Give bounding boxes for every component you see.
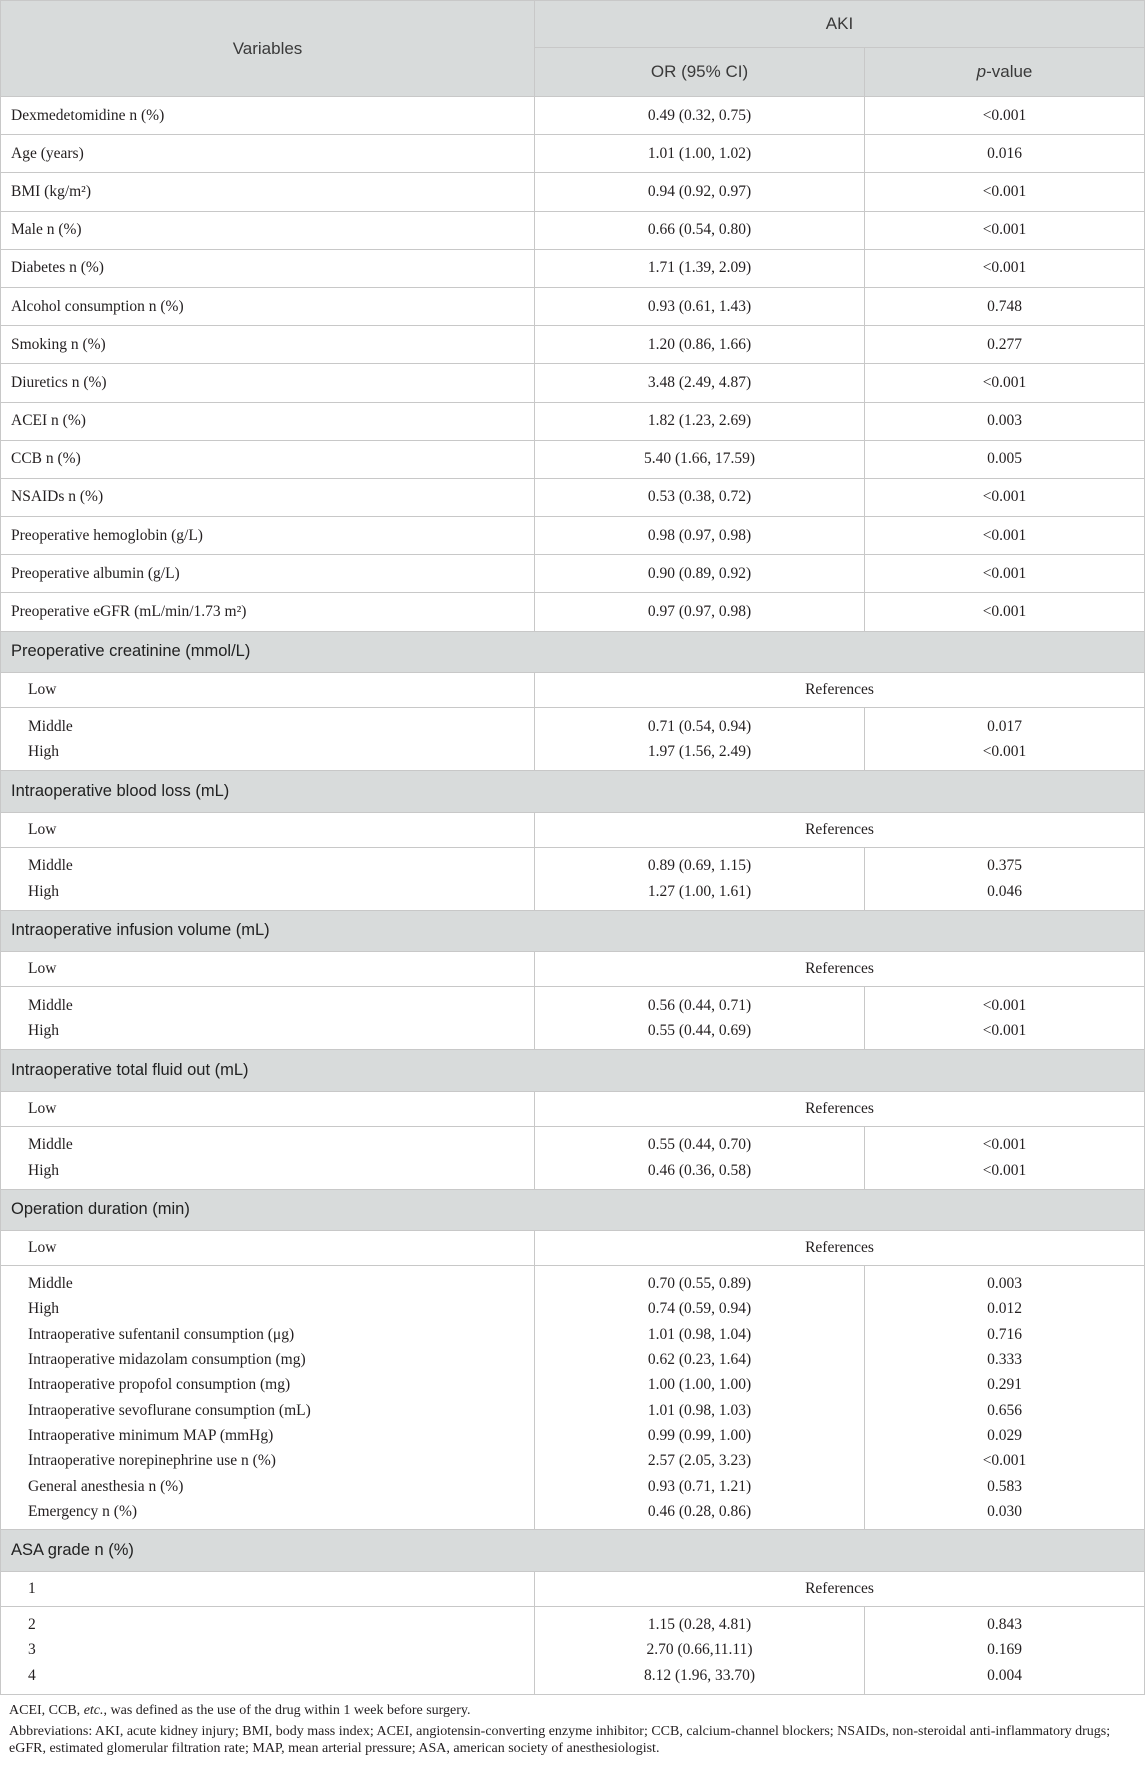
p-value: 0.003 <box>987 1275 1022 1293</box>
table-body <box>1 97 1145 1695</box>
reference-text: References <box>535 952 1145 987</box>
or-ci-value: 0.46 (0.28, 0.86) <box>647 1502 752 1520</box>
or-ci-cell: 1.01 (1.00, 1.02) <box>535 135 865 173</box>
p-value: 0.029 <box>987 1426 1022 1444</box>
or-ci-value: 0.46 (0.36, 0.58) <box>647 1161 752 1179</box>
subgroup-label: Middle <box>28 1275 73 1293</box>
reference-label: Low <box>1 1231 535 1266</box>
header-outcome: AKI <box>535 1 1145 48</box>
subgroup-p-values <box>865 1126 1145 1189</box>
or-ci-value: 0.74 (0.59, 0.94) <box>647 1300 752 1318</box>
variable-cell: Smoking n (%) <box>1 326 535 364</box>
reference-row <box>1 812 1145 847</box>
table-row <box>1 211 1145 249</box>
subgroup-label: Middle <box>28 996 73 1014</box>
table-row <box>1 173 1145 211</box>
definition-prefix: ACEI, CCB, <box>9 1702 84 1718</box>
subgroup-rows <box>1 708 1145 771</box>
subgroup-p-values <box>865 708 1145 771</box>
p-value: 0.004 <box>987 1666 1022 1684</box>
subgroup-labels <box>1 987 535 1050</box>
subgroup-rows <box>1 1126 1145 1189</box>
subgroup-p-values <box>865 1606 1145 1694</box>
p-value: 0.017 <box>987 717 1022 735</box>
p-value: 0.583 <box>987 1477 1022 1495</box>
variable-cell: Preoperative eGFR (mL/min/1.73 m²) <box>1 593 535 631</box>
or-ci-cell: 1.82 (1.23, 2.69) <box>535 402 865 440</box>
reference-row <box>1 1091 1145 1126</box>
or-ci-cell: 3.48 (2.49, 4.87) <box>535 364 865 402</box>
or-ci-value: 1.27 (1.00, 1.61) <box>647 882 752 900</box>
section-title: Intraoperative infusion volume (mL) <box>1 910 1145 952</box>
variable-cell: Dexmedetomidine n (%) <box>1 97 535 135</box>
p-value: 0.012 <box>987 1300 1022 1318</box>
p-value: 0.716 <box>987 1325 1022 1343</box>
reference-text: References <box>535 673 1145 708</box>
reference-row <box>1 673 1145 708</box>
subgroup-label: Intraoperative propofol consumption (mg) <box>28 1376 291 1394</box>
subgroup-label: High <box>28 1300 59 1318</box>
or-ci-value: 1.97 (1.56, 2.49) <box>647 743 752 761</box>
or-ci-value: 1.15 (0.28, 4.81) <box>647 1616 752 1634</box>
reference-label: Low <box>1 812 535 847</box>
p-value: 0.843 <box>987 1616 1022 1634</box>
subgroup-labels <box>1 1266 535 1530</box>
variable-cell: Diuretics n (%) <box>1 364 535 402</box>
or-ci-value: 0.62 (0.23, 1.64) <box>647 1351 752 1369</box>
header-row <box>1 1 1145 48</box>
header-variables: Variables <box>1 1 535 97</box>
reference-label: Low <box>1 673 535 708</box>
subgroup-rows <box>1 1606 1145 1694</box>
subgroup-labels <box>1 1126 535 1189</box>
p-value-cell: <0.001 <box>865 173 1145 211</box>
variable-cell: BMI (kg/m²) <box>1 173 535 211</box>
table-row <box>1 517 1145 555</box>
or-ci-value: 0.89 (0.69, 1.15) <box>647 857 752 875</box>
subgroup-label: Middle <box>28 857 73 875</box>
subgroup-label: 4 <box>28 1666 36 1684</box>
p-value-cell: <0.001 <box>865 249 1145 287</box>
table-footnotes <box>0 1695 1145 1758</box>
p-value-cell: <0.001 <box>865 364 1145 402</box>
subgroup-p-values <box>865 1266 1145 1530</box>
or-ci-cell: 1.20 (0.86, 1.66) <box>535 326 865 364</box>
subgroup-label: 3 <box>28 1641 36 1659</box>
variable-cell: Age (years) <box>1 135 535 173</box>
reference-text: References <box>535 812 1145 847</box>
section-header-row <box>1 1530 1145 1572</box>
table-row <box>1 249 1145 287</box>
reference-row <box>1 1231 1145 1266</box>
subgroup-labels <box>1 847 535 910</box>
section-title: Operation duration (min) <box>1 1189 1145 1231</box>
or-ci-value: 0.71 (0.54, 0.94) <box>647 717 752 735</box>
or-ci-value: 1.01 (0.98, 1.03) <box>647 1401 752 1419</box>
or-ci-value: 0.99 (0.99, 1.00) <box>647 1426 752 1444</box>
variable-cell: NSAIDs n (%) <box>1 478 535 516</box>
section-title: ASA grade n (%) <box>1 1530 1145 1572</box>
p-value-cell: <0.001 <box>865 555 1145 593</box>
p-value: 0.333 <box>987 1351 1022 1369</box>
variable-cell: CCB n (%) <box>1 440 535 478</box>
subgroup-or-ci <box>535 1606 865 1694</box>
p-value: <0.001 <box>982 1022 1027 1040</box>
subgroup-or-ci <box>535 1126 865 1189</box>
or-ci-value: 1.01 (0.98, 1.04) <box>647 1325 752 1343</box>
table-row <box>1 593 1145 631</box>
p-value-cell: 0.277 <box>865 326 1145 364</box>
p-value: <0.001 <box>982 1136 1027 1154</box>
table-row <box>1 402 1145 440</box>
subgroup-label: Intraoperative norepinephrine use n (%) <box>28 1452 276 1470</box>
subgroup-label: Middle <box>28 717 73 735</box>
section-header-row <box>1 910 1145 952</box>
subgroup-label: Middle <box>28 1136 73 1154</box>
subgroup-p-values <box>865 847 1145 910</box>
subgroup-label: Intraoperative sevoflurane consumption (mL) <box>28 1401 311 1419</box>
or-ci-value: 0.55 (0.44, 0.69) <box>647 1022 752 1040</box>
or-ci-value: 0.70 (0.55, 0.89) <box>647 1275 752 1293</box>
or-ci-value: 8.12 (1.96, 33.70) <box>643 1666 756 1684</box>
section-header-row <box>1 771 1145 813</box>
subgroup-p-values <box>865 987 1145 1050</box>
reference-label: Low <box>1 952 535 987</box>
subgroup-label: High <box>28 882 59 900</box>
section-header-row <box>1 631 1145 673</box>
or-ci-cell: 0.66 (0.54, 0.80) <box>535 211 865 249</box>
subgroup-label: General anesthesia n (%) <box>28 1477 184 1495</box>
or-ci-value: 2.57 (2.05, 3.23) <box>647 1452 752 1470</box>
or-ci-cell: 0.90 (0.89, 0.92) <box>535 555 865 593</box>
table-row <box>1 440 1145 478</box>
definition-suffix: , was defined as the use of the drug within 1 week before surgery. <box>103 1702 471 1718</box>
or-ci-value: 0.55 (0.44, 0.70) <box>647 1136 752 1154</box>
reference-row <box>1 952 1145 987</box>
table-row <box>1 97 1145 135</box>
or-ci-value: 0.56 (0.44, 0.71) <box>647 996 752 1014</box>
section-title: Intraoperative total fluid out (mL) <box>1 1050 1145 1092</box>
table-row <box>1 326 1145 364</box>
or-ci-cell: 0.93 (0.61, 1.43) <box>535 287 865 325</box>
table-row <box>1 364 1145 402</box>
reference-text: References <box>535 1091 1145 1126</box>
p-value: 0.291 <box>987 1376 1022 1394</box>
or-ci-value: 0.93 (0.71, 1.21) <box>647 1477 752 1495</box>
variable-cell: ACEI n (%) <box>1 402 535 440</box>
subgroup-label: High <box>28 1161 59 1179</box>
reference-text: References <box>535 1231 1145 1266</box>
subgroup-rows <box>1 987 1145 1050</box>
p-value-cell: 0.016 <box>865 135 1145 173</box>
subgroup-label: Emergency n (%) <box>28 1502 138 1520</box>
table-row <box>1 478 1145 516</box>
section-header-row <box>1 1189 1145 1231</box>
p-value-cell: 0.005 <box>865 440 1145 478</box>
header-p-italic: p <box>976 62 987 81</box>
p-value: 0.656 <box>987 1401 1022 1419</box>
or-ci-cell: 5.40 (1.66, 17.59) <box>535 440 865 478</box>
subgroup-rows <box>1 847 1145 910</box>
variable-cell: Preoperative hemoglobin (g/L) <box>1 517 535 555</box>
definition-footnote <box>9 1703 1139 1720</box>
abbreviations-footnote: Abbreviations: AKI, acute kidney injury; BMI, body mass index; ACEI, angiotensin-converting enzyme inhibitor; CCB, calcium-channel blockers; NSAIDs, non-steroidal anti-inflammatory drugs; eGFR, estimated glomerular filtration rate; MAP, mean arterial pressure; ASA, american society of anesthesiologist. <box>9 1724 1111 1756</box>
subgroup-or-ci <box>535 987 865 1050</box>
or-ci-cell: 0.94 (0.92, 0.97) <box>535 173 865 211</box>
subgroup-or-ci <box>535 847 865 910</box>
or-ci-cell: 0.98 (0.97, 0.98) <box>535 517 865 555</box>
section-title: Preoperative creatinine (mmol/L) <box>1 631 1145 673</box>
reference-text: References <box>535 1571 1145 1606</box>
section-header-row <box>1 1050 1145 1092</box>
subgroup-labels <box>1 1606 535 1694</box>
table-header <box>1 1 1145 97</box>
subgroup-label: High <box>28 1022 59 1040</box>
subgroup-label: Intraoperative midazolam consumption (mg) <box>28 1351 306 1369</box>
p-value: <0.001 <box>982 1452 1027 1470</box>
p-value-cell: <0.001 <box>865 211 1145 249</box>
subgroup-label: High <box>28 743 59 761</box>
reference-label: 1 <box>1 1571 535 1606</box>
table-row <box>1 135 1145 173</box>
p-value: <0.001 <box>982 1161 1027 1179</box>
section-title: Intraoperative blood loss (mL) <box>1 771 1145 813</box>
subgroup-label: Intraoperative minimum MAP (mmHg) <box>28 1426 274 1444</box>
p-value-cell: 0.003 <box>865 402 1145 440</box>
p-value: 0.046 <box>987 882 1022 900</box>
p-value-cell: <0.001 <box>865 478 1145 516</box>
or-ci-cell: 0.49 (0.32, 0.75) <box>535 97 865 135</box>
p-value-cell: <0.001 <box>865 97 1145 135</box>
or-ci-cell: 0.53 (0.38, 0.72) <box>535 478 865 516</box>
p-value-cell: <0.001 <box>865 593 1145 631</box>
subgroup-or-ci <box>535 1266 865 1530</box>
or-ci-value: 2.70 (0.66,11.11) <box>646 1641 753 1659</box>
p-value: 0.030 <box>987 1502 1022 1520</box>
subgroup-label: 2 <box>28 1616 36 1634</box>
header-or-ci: OR (95% CI) <box>535 48 865 97</box>
p-value-cell: 0.748 <box>865 287 1145 325</box>
definition-italic: etc. <box>83 1702 104 1718</box>
subgroup-label: Intraoperative sufentanil consumption (μg) <box>28 1325 295 1343</box>
or-ci-cell: 0.97 (0.97, 0.98) <box>535 593 865 631</box>
or-ci-cell: 1.71 (1.39, 2.09) <box>535 249 865 287</box>
p-value: 0.375 <box>987 857 1022 875</box>
table-row <box>1 287 1145 325</box>
variable-cell: Diabetes n (%) <box>1 249 535 287</box>
p-value: 0.169 <box>987 1641 1022 1659</box>
p-value-cell: <0.001 <box>865 517 1145 555</box>
p-value: <0.001 <box>982 743 1027 761</box>
subgroup-labels <box>1 708 535 771</box>
table-row <box>1 555 1145 593</box>
subgroup-or-ci <box>535 708 865 771</box>
variable-cell: Alcohol consumption n (%) <box>1 287 535 325</box>
variable-cell: Preoperative albumin (g/L) <box>1 555 535 593</box>
header-p-value <box>865 48 1145 97</box>
variable-cell: Male n (%) <box>1 211 535 249</box>
reference-row <box>1 1571 1145 1606</box>
p-value: <0.001 <box>982 996 1027 1014</box>
subgroup-rows <box>1 1266 1145 1530</box>
header-p-suffix: -value <box>986 62 1033 81</box>
reference-label: Low <box>1 1091 535 1126</box>
or-ci-value: 1.00 (1.00, 1.00) <box>647 1376 752 1394</box>
